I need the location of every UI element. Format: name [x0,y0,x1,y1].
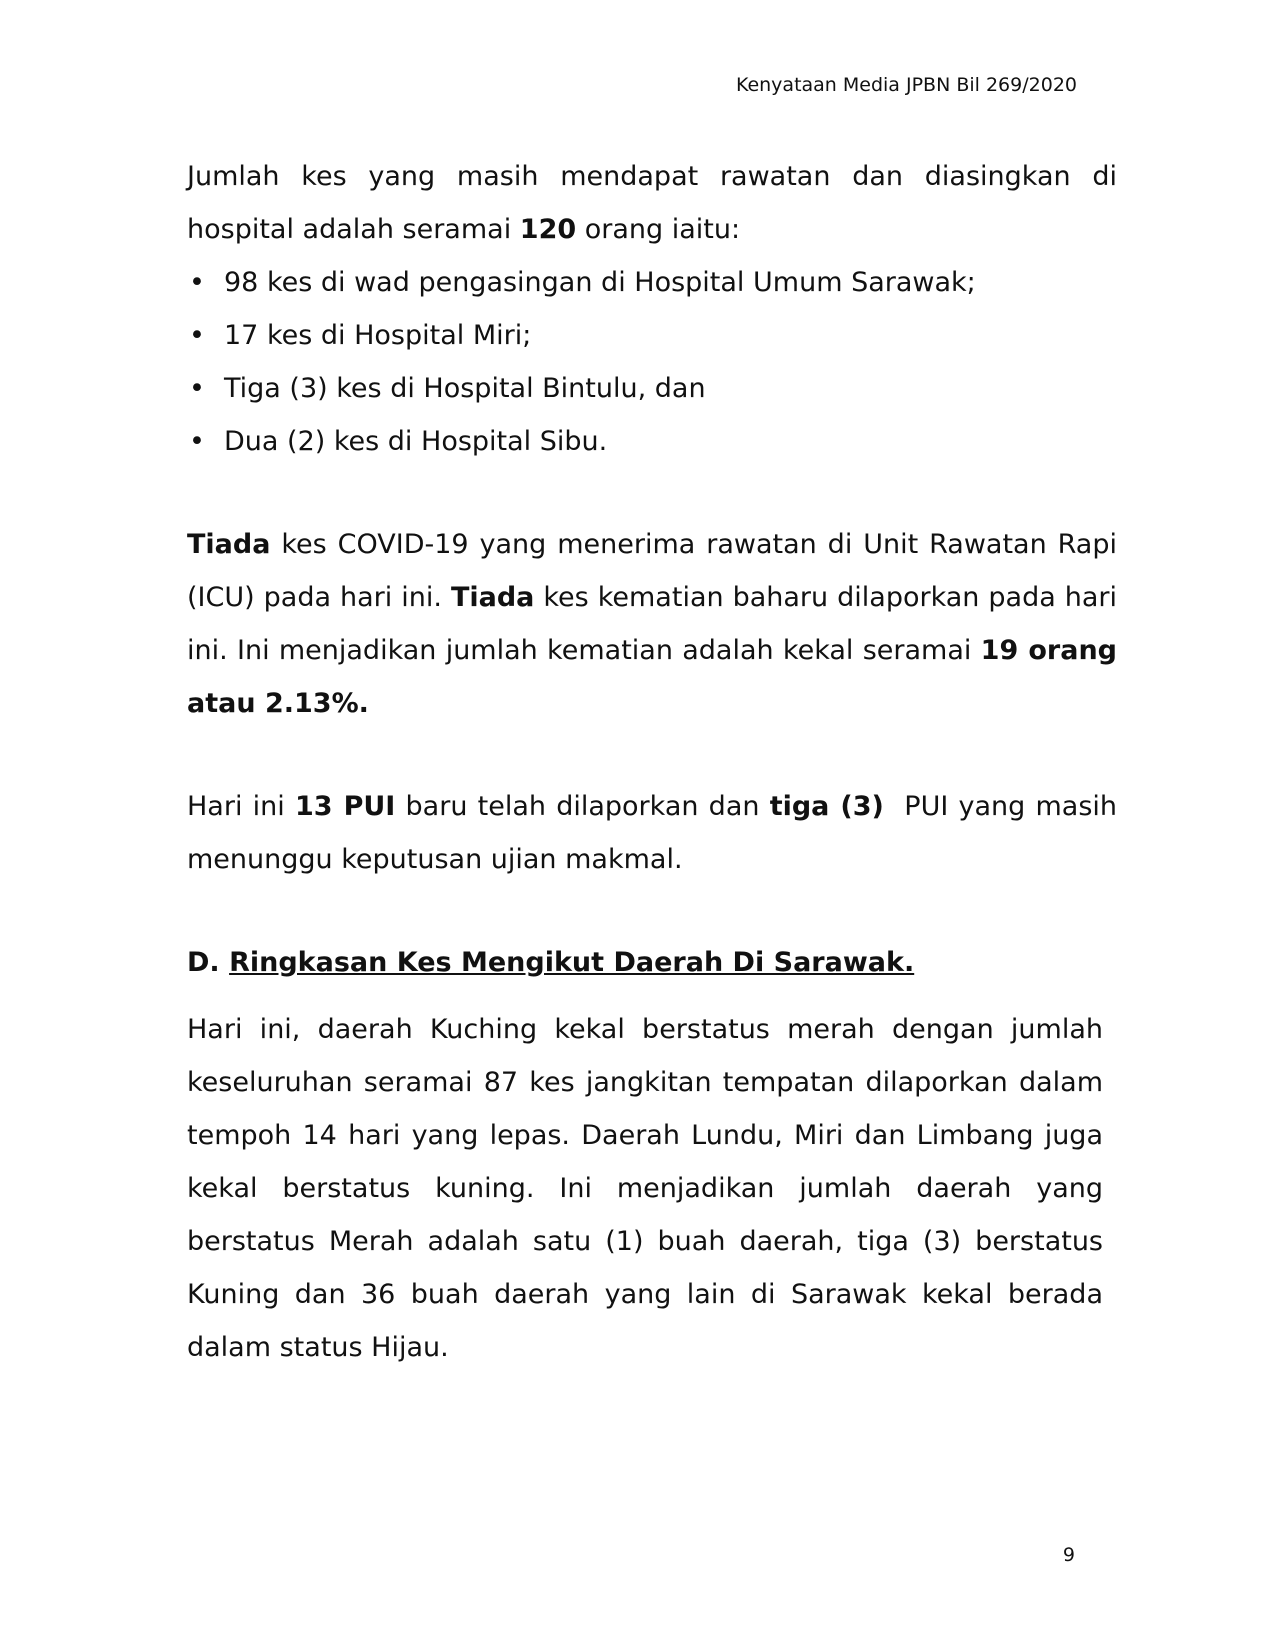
bullet-icon: • [189,320,205,351]
text: PUI yang masih menunggu keputusan ujian makmal. [187,791,1126,875]
list-item-text: Tiga (3) kes di Hospital Bintulu, dan [224,373,706,404]
list-item-text: Dua (2) kes di Hospital Sibu. [224,426,608,457]
bold-death-total: 19 orang atau 2.13%. [187,635,1117,719]
paragraph-pui [187,780,1126,886]
document-header: Kenyataan Media JPBN Bil 269/2020 [735,74,1077,96]
list-item [187,362,1117,415]
text: kes kematian baharu dilaporkan pada hari ini. Ini menjadikan jumlah kematian adalah kekal seramai [187,582,1117,666]
text: baru telah dilaporkan dan [395,791,770,822]
bullet-icon: • [189,373,205,404]
bullet-icon: • [189,267,205,298]
text: Jumlah kes yang masih mendapat rawatan dan diasingkan di hospital adalah seramai [187,161,1117,245]
list-item [187,256,1117,309]
bold-total-cases: 120 [519,214,577,245]
text: kes COVID-19 yang menerima rawatan di Unit Rawatan Rapi (ICU) pada hari ini. [187,529,1117,613]
list-item-text: 17 kes di Hospital Miri; [224,320,532,351]
text: orang iaitu: [576,214,741,245]
section-prefix: D. [187,947,230,978]
text: Hari ini [187,791,295,822]
bold-text: Tiada [450,582,535,613]
bold-pui-count: 13 PUI [294,791,396,822]
list-item [187,415,1117,468]
paragraph-district-summary: Hari ini, daerah Kuching kekal berstatus merah dengan jumlah keseluruhan seramai 87 kes jangkitan tempatan dilaporkan dalam tempoh 14 hari yang lepas. Daerah Lundu, Miri dan Limbang juga kekal berstatus kuning. Ini menjadikan jumlah daerah yang berstatus Merah adalah satu (1) buah daerah, tiga (3) berstatus Kuning dan 36 buah daerah yang lain di Sarawak kekal berada dalam status Hijau. [187,1014,1103,1363]
page-number: 9 [1062,1544,1075,1566]
bold-text: Tiada [187,529,271,560]
document-body [187,150,1126,1374]
bullet-icon: • [189,426,205,457]
paragraph-hospital-cases [187,150,1117,256]
list-item [187,309,1117,362]
list-item-text: 98 kes di wad pengasingan di Hospital Umum Sarawak; [224,267,976,298]
section-heading [187,936,1117,989]
hospital-list [187,256,1117,468]
bold-pending-count: tiga (3) [769,791,884,822]
section-title: Ringkasan Kes Mengikut Daerah Di Sarawak. [229,947,915,978]
paragraph-icu-deaths [187,518,1117,730]
